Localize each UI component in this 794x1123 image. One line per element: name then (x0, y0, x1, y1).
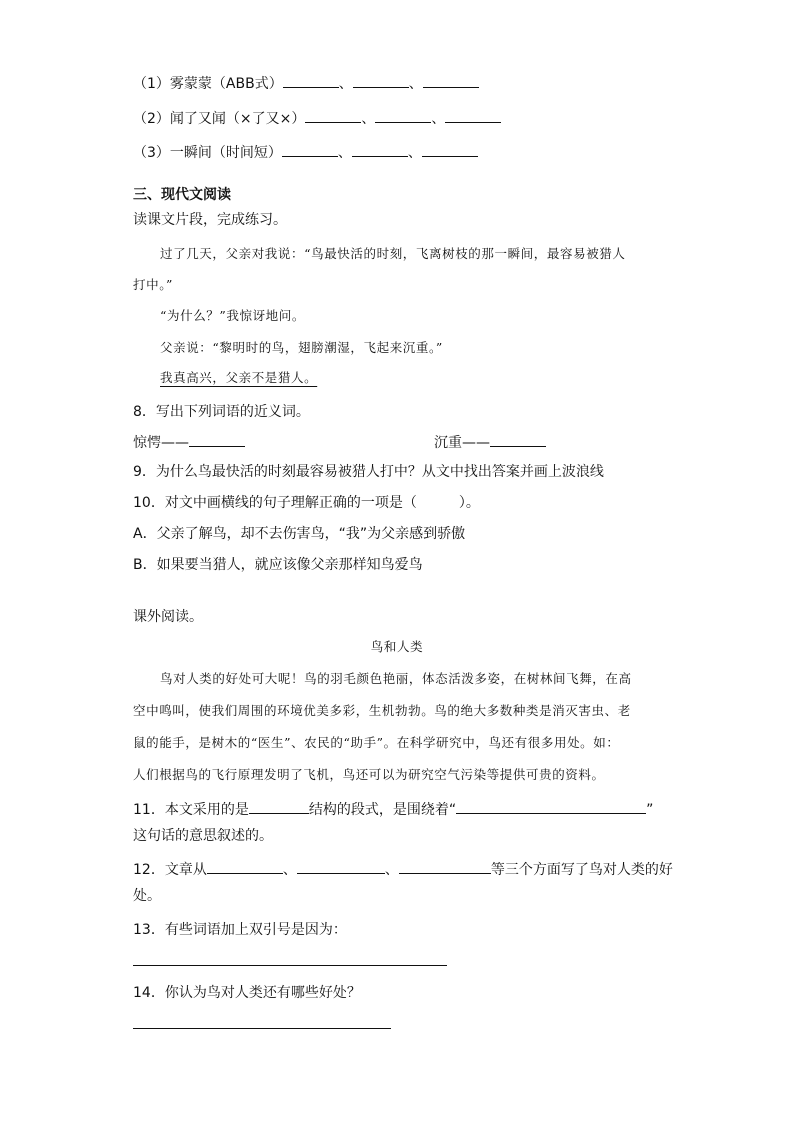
question-8-word-1 (133, 432, 245, 453)
separator: 、 (408, 76, 423, 92)
answer-blank[interactable] (490, 432, 546, 447)
question-12 (133, 859, 673, 880)
section-heading: 三、现代文阅读 (133, 187, 231, 203)
separator: 、 (337, 145, 352, 161)
answer-line[interactable] (133, 965, 447, 966)
question-14: 14．你认为鸟对人类还有哪些好处？ (133, 985, 361, 1001)
answer-blank[interactable] (207, 859, 283, 874)
answer-blank[interactable] (249, 799, 309, 814)
question-12-cont: 处。 (133, 888, 161, 904)
answer-blank[interactable] (189, 432, 245, 447)
article-title: 鸟和人类 (370, 639, 424, 654)
question-3 (133, 142, 478, 163)
separator: 、 (431, 111, 446, 127)
underlined-sentence (160, 368, 317, 388)
answer-blank[interactable] (282, 142, 338, 157)
passage-line: 打中。” (133, 277, 174, 292)
underlined-sentence-text: 我真高兴，父亲不是猎人。 (160, 370, 318, 385)
option-a[interactable]: A．父亲了解鸟，却不去伤害鸟，“我”为父亲感到骄傲 (133, 526, 466, 542)
answer-blank[interactable] (375, 108, 431, 123)
question-12-text: 等三个方面写了鸟对人类的好 (490, 862, 673, 878)
question-8-word-2 (434, 432, 546, 453)
answer-line[interactable] (133, 1028, 391, 1029)
passage-line: 父亲说：“黎明时的鸟，翅膀潮湿，飞起来沉重。” (160, 340, 443, 355)
answer-blank[interactable] (399, 859, 491, 874)
question-11-text: ” (646, 802, 654, 818)
word-label: 沉重—— (434, 435, 490, 451)
word-label: 惊愕—— (133, 435, 189, 451)
question-11-text: 结构的段式，是围绕着“ (308, 802, 457, 818)
separator: 、 (384, 862, 399, 878)
option-b[interactable]: B．如果要当猎人，就应该像父亲那样知鸟爱鸟 (133, 557, 423, 573)
question-11-cont: 这句话的意思叙述的。 (133, 828, 273, 844)
answer-blank[interactable] (297, 859, 385, 874)
answer-blank[interactable] (305, 108, 361, 123)
passage-line: 过了几天，父亲对我说：“鸟最快活的时刻，飞离树枝的那一瞬间，最容易被猎人 (160, 246, 626, 261)
answer-blank[interactable] (283, 73, 339, 88)
answer-blank[interactable] (423, 73, 479, 88)
answer-blank[interactable] (353, 73, 409, 88)
answer-blank[interactable] (352, 142, 408, 157)
question-2 (133, 108, 501, 129)
article-line: 人们根据鸟的飞行原理发明了飞机，鸟还可以为研究空气污染等提供可贵的资料。 (133, 767, 605, 782)
passage-line: “为什么？”我惊讶地问。 (160, 308, 305, 323)
answer-blank[interactable] (445, 108, 501, 123)
question-1-label: （1）雾蒙蒙（ABB式） (133, 76, 283, 92)
article-line: 鼠的能手，是树木的“医生”、农民的“助手”。在科学研究中，鸟还有很多用处。如： (133, 735, 620, 750)
question-11 (133, 799, 653, 820)
separator: 、 (361, 111, 376, 127)
question-12-text: 12．文章从 (133, 862, 207, 878)
question-8: 8．写出下列词语的近义词。 (133, 404, 310, 420)
question-2-label: （2）闻了又闻（×了又×） (133, 111, 306, 127)
article-line: 鸟对人类的好处可大呢！鸟的羽毛颜色艳丽，体态活泼多姿，在树林间飞舞，在高 (160, 671, 632, 686)
reading-instruction: 读课文片段，完成练习。 (133, 212, 287, 228)
extracurricular-instruction: 课外阅读。 (133, 609, 203, 625)
separator: 、 (407, 145, 422, 161)
question-9: 9．为什么鸟最快活的时刻最容易被猎人打中？从文中找出答案并画上波浪线 (133, 464, 604, 480)
question-10: 10．对文中画横线的句子理解正确的一项是（ ）。 (133, 495, 480, 511)
question-13: 13．有些词语加上双引号是因为： (133, 922, 347, 938)
answer-blank[interactable] (456, 799, 646, 814)
separator: 、 (282, 862, 297, 878)
separator: 、 (338, 76, 353, 92)
answer-blank[interactable] (422, 142, 478, 157)
question-3-label: （3）一瞬间（时间短） (133, 145, 282, 161)
question-1 (133, 73, 479, 94)
question-11-text: 11．本文采用的是 (133, 802, 249, 818)
article-line: 空中鸣叫，使我们周围的环境优美多彩，生机勃勃。鸟的绝大多数种类是消灭害虫、老 (133, 703, 631, 718)
